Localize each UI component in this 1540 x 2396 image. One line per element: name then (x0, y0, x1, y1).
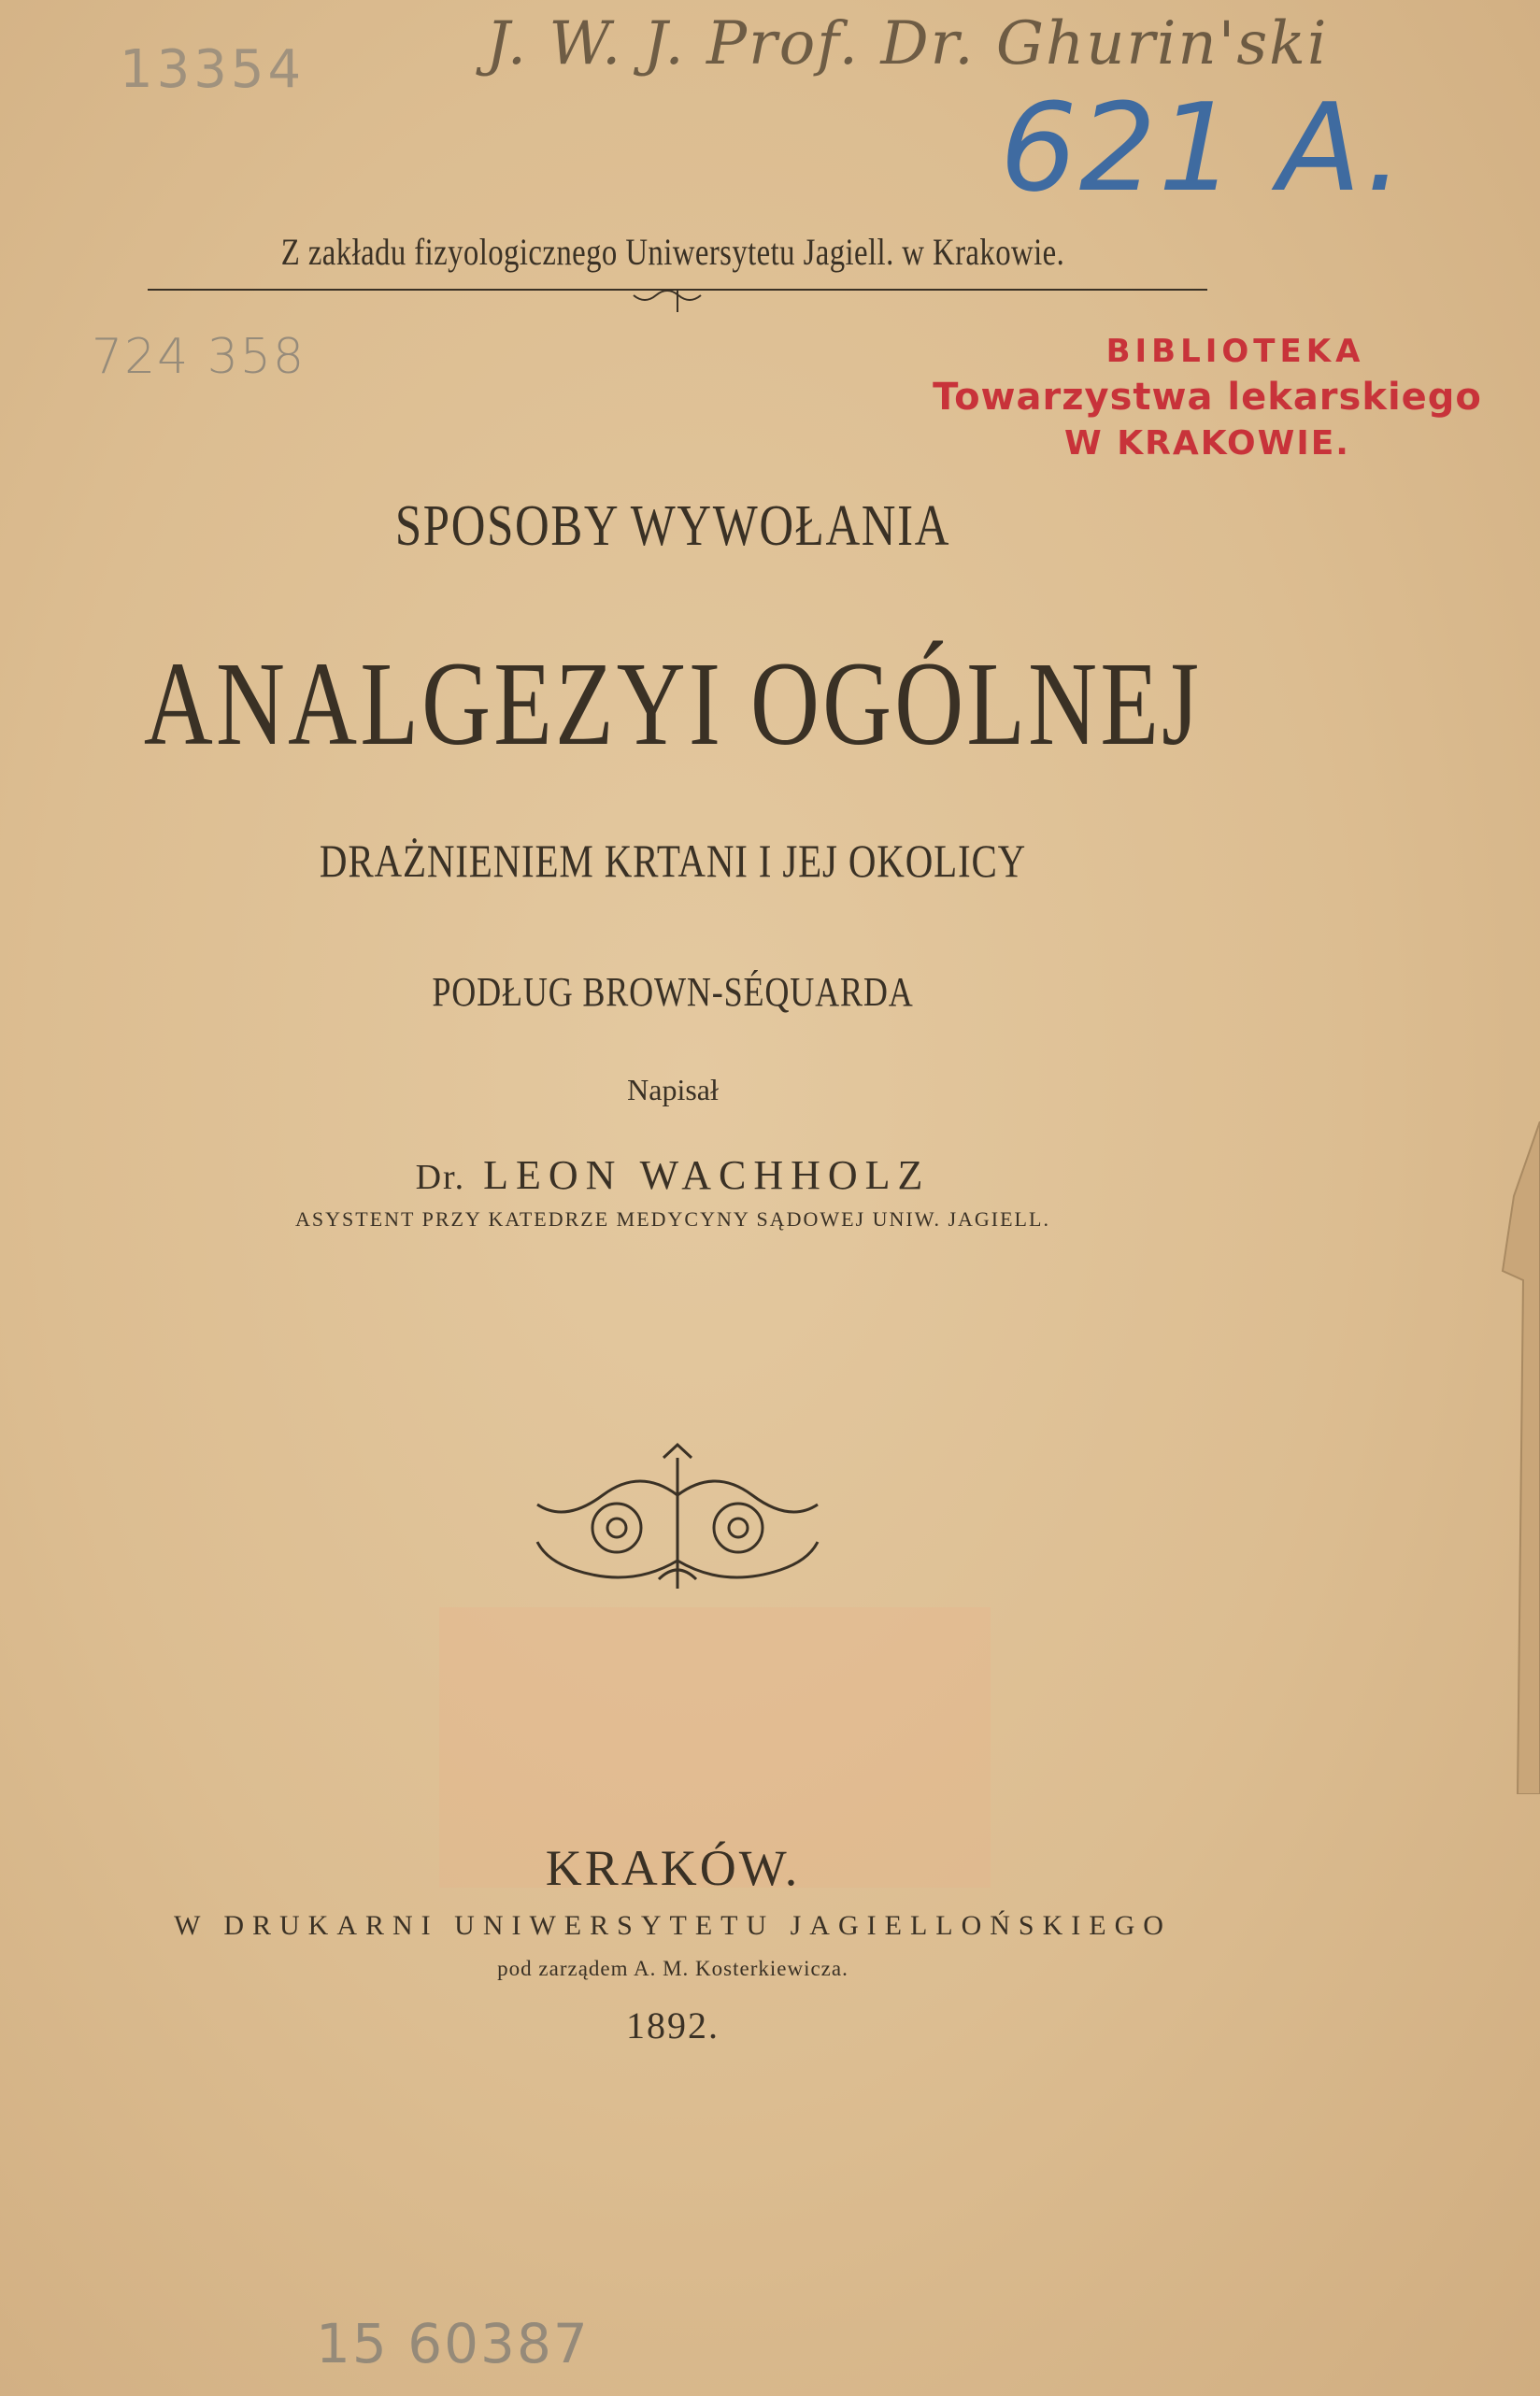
imprint-printer: W DRUKARNI UNIWERSYTETU JAGIELLOŃSKIEGO (174, 1910, 1172, 1941)
institution-line: Z zakładu fizyologicznego Uniwersytetu Jagiell. w Krakowie. (280, 231, 1065, 273)
main-title: ANALGEZYI OGÓLNEJ (143, 637, 1203, 770)
bottom-pencil-number: 15 60387 (316, 2312, 590, 2375)
inventory-number-top: 13354 (120, 39, 306, 100)
author-name (0, 1151, 1346, 1199)
author-affiliation: ASYSTENT PRZY KATEDRZE MEDYCYNY SĄDOWEJ UNIW. JAGIELL. (295, 1207, 1050, 1231)
pencil-number: 724 358 (92, 329, 307, 385)
handwritten-owner-inscription: J. W. J. Prof. Dr. Ghurin'ski (486, 9, 1329, 78)
stamp-line-3: W KRAKOWIE. (1064, 424, 1350, 463)
shelfmark-handwritten: 621 A. (1000, 77, 1406, 219)
library-stamp (908, 333, 1506, 463)
title-line-3: DRAŻNIENIEM KRTANI I JEJ OKOLICY (319, 834, 1027, 887)
author-prefix: Dr. (415, 1158, 466, 1197)
imprint-year: 1892. (626, 2004, 720, 2047)
stamp-line-1: BIBLIOTEKA (1105, 333, 1365, 370)
imprint-city: KRAKÓW. (545, 1840, 801, 1896)
header-rule-ornament (148, 286, 1207, 312)
written-by-label: Napisał (627, 1073, 719, 1106)
stamp-line-2: Towarzystwa lekarskiego (933, 376, 1482, 419)
title-line-4: PODŁUG BROWN-SÉQUARDA (432, 969, 914, 1015)
title-line-1: SPOSOBY WYWOŁANIA (394, 494, 951, 558)
printer-ornament-icon (523, 1439, 832, 1598)
torn-page-edge (1495, 1121, 1540, 1794)
author-fullname: LEON WACHHOLZ (483, 1152, 931, 1198)
imprint-printer-sub: pod zarządem A. M. Kosterkiewicza. (497, 1957, 848, 1980)
